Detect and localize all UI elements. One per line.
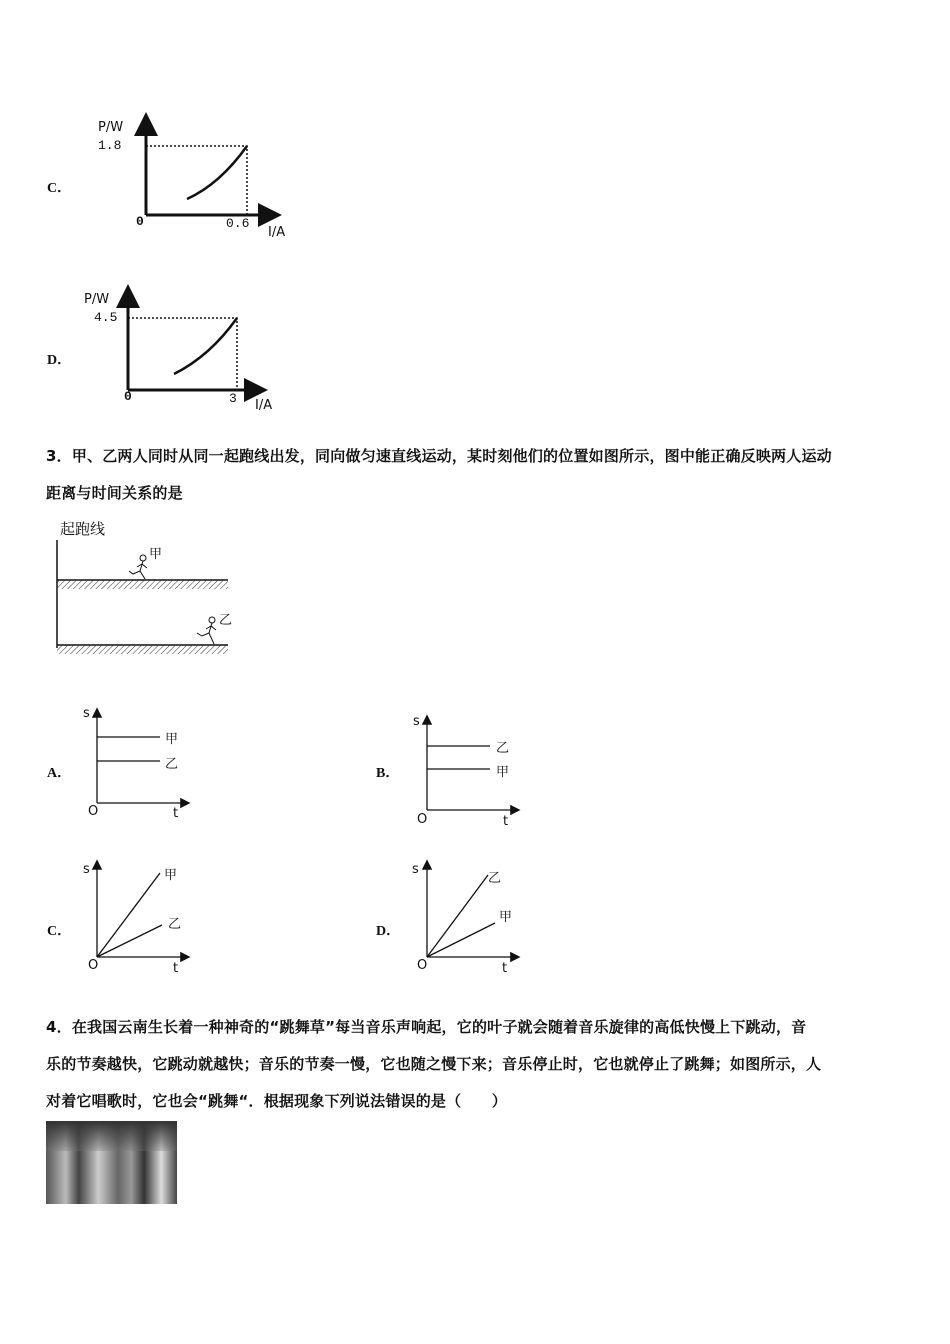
- origin: 0: [136, 214, 144, 229]
- origin: 0: [124, 389, 132, 404]
- y-value: 4.5: [94, 310, 118, 325]
- t-label: t: [502, 961, 508, 976]
- t-label: t: [503, 814, 509, 829]
- graph-d-power-current: [128, 290, 262, 390]
- question-3-text-line1: 3．甲、乙两人同时从同一起跑线出发，同向做匀速直线运动，某时刻他们的位置如图所示，图中能正确反映两人运动: [46, 447, 832, 465]
- start-line-label: 起跑线: [60, 520, 106, 538]
- o-label: O: [417, 958, 428, 973]
- option-c-label: C．: [47, 181, 72, 196]
- t-label: t: [173, 806, 179, 821]
- lower-line-label: 乙: [168, 917, 182, 932]
- runner-jia-label: 甲: [149, 547, 163, 562]
- y-axis-label: P/W: [84, 292, 110, 307]
- option-d-label: D．: [376, 924, 401, 939]
- runner-yi-icon: [197, 617, 216, 644]
- x-axis-label: I/A: [268, 225, 286, 240]
- x-value: 0.6: [226, 216, 250, 231]
- question-4-text-line1: 4．在我国云南生长着一种神奇的“跳舞草”每当音乐声响起，它的叶子就会随着音乐旋律的高低快慢上下跳动，音: [46, 1018, 807, 1036]
- s-label: s: [83, 862, 90, 877]
- question-4-text-line2: 乐的节奏越快，它跳动就越快；音乐的节奏一慢，它也随之慢下来；音乐停止时，它也就停止了跳舞；如图所示，人: [46, 1055, 822, 1073]
- upper-line-label: 甲: [165, 732, 179, 747]
- runner-jia-icon: [129, 555, 147, 579]
- track-figure: [57, 540, 228, 654]
- y-axis-label: P/W: [98, 120, 124, 135]
- x-value: 3: [229, 391, 237, 406]
- s-label: s: [413, 714, 420, 729]
- option-d-label: D．: [47, 353, 72, 368]
- question-4-text-line3: 对着它唱歌时，它也会“跳舞“．根据现象下列说法错误的是（ ）: [46, 1092, 507, 1110]
- o-label: O: [417, 812, 428, 827]
- lower-line-label: 甲: [496, 765, 510, 780]
- o-label: O: [88, 804, 99, 819]
- option-b-label: B．: [376, 766, 400, 781]
- upper-line-label: 甲: [164, 868, 178, 883]
- upper-line-label: 乙: [488, 871, 502, 886]
- option-a-label: A．: [47, 766, 72, 781]
- x-axis-label: I/A: [255, 398, 273, 413]
- s-label: s: [83, 706, 90, 721]
- lower-line-label: 甲: [499, 910, 513, 925]
- o-label: O: [88, 958, 99, 973]
- lower-line-label: 乙: [165, 757, 179, 772]
- question-3-text-line2: 距离与时间关系的是: [46, 484, 183, 502]
- option-c-label: C．: [47, 924, 72, 939]
- t-label: t: [173, 961, 179, 976]
- runner-yi-label: 乙: [219, 613, 233, 628]
- graph-c-power-current: [146, 118, 276, 215]
- y-value: 1.8: [98, 138, 122, 153]
- s-label: s: [412, 862, 419, 877]
- upper-line-label: 乙: [496, 741, 510, 756]
- dancing-grass-photo: [46, 1121, 177, 1204]
